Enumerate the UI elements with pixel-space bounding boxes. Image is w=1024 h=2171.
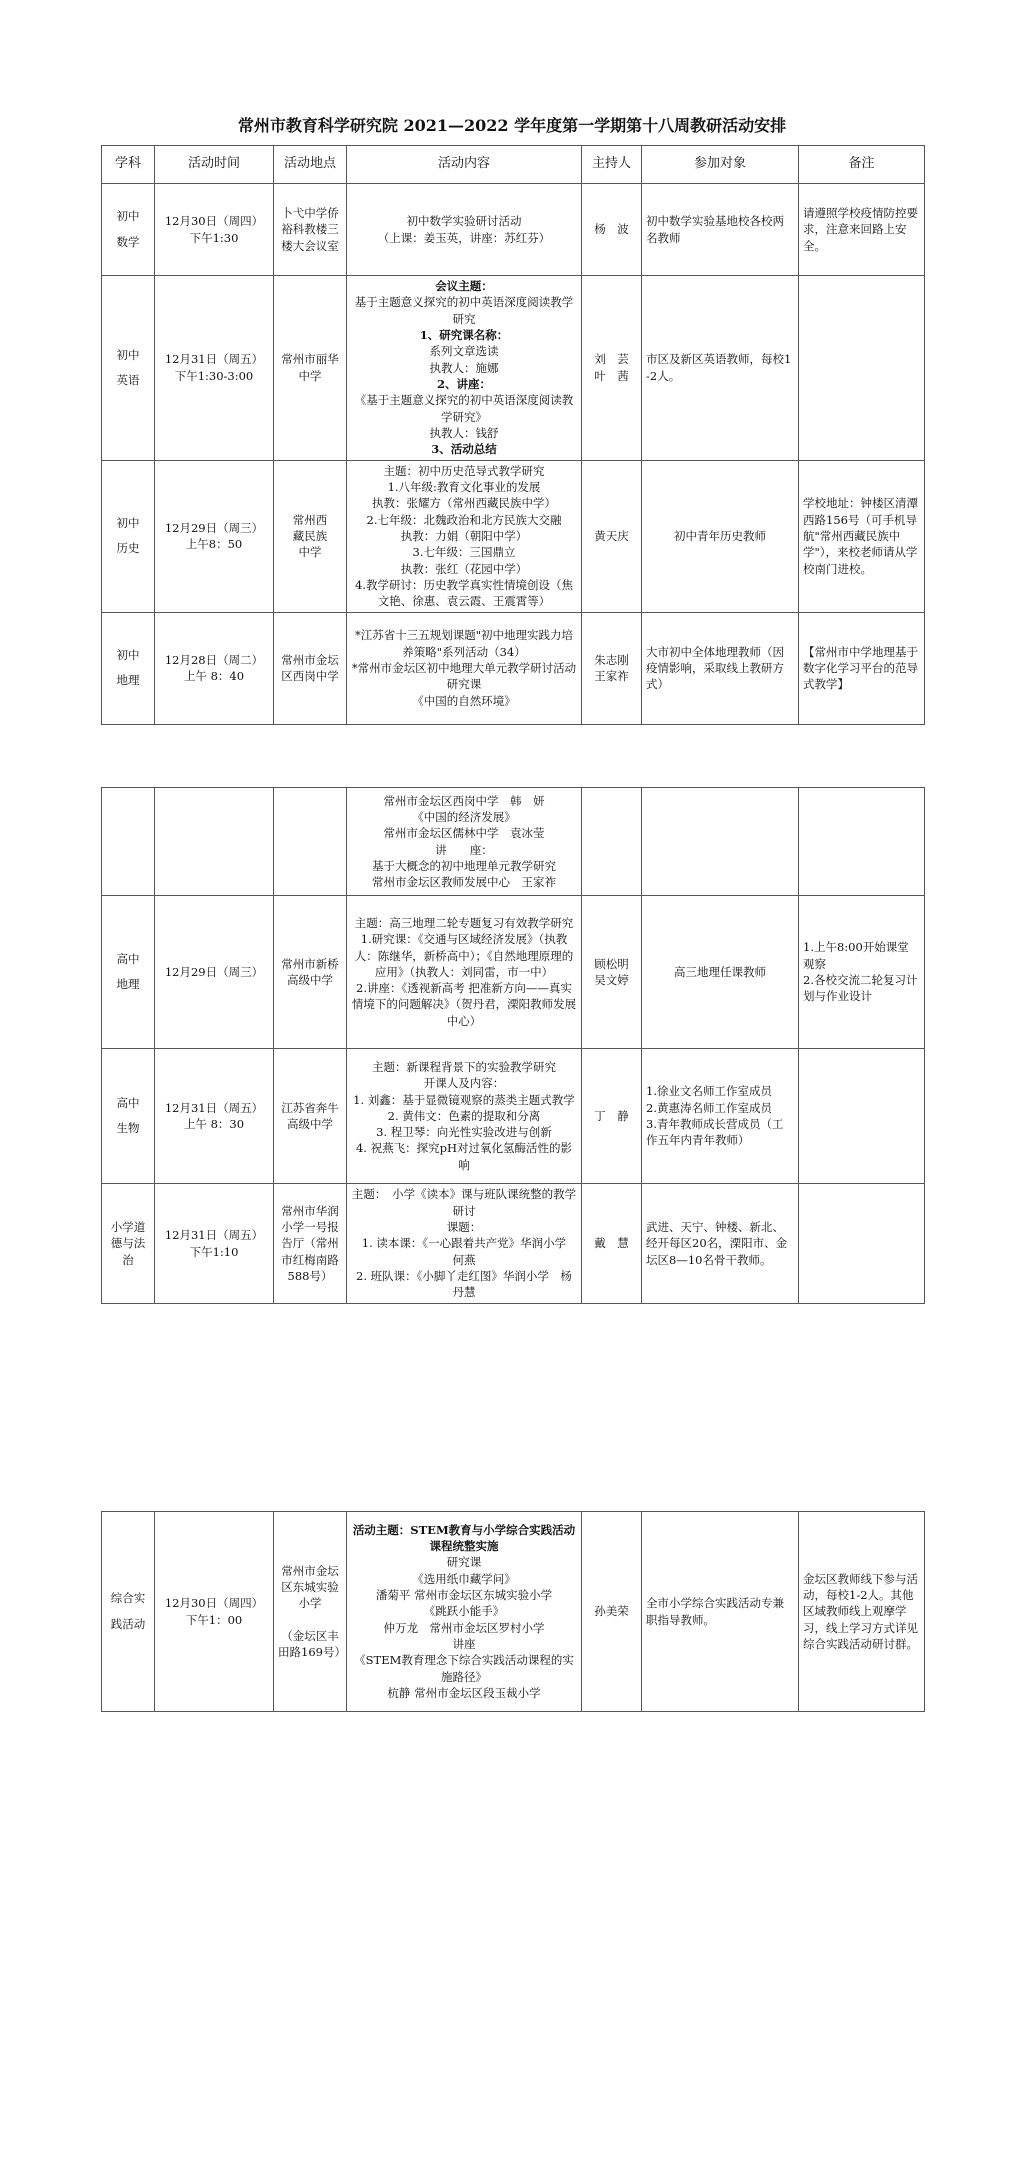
cell-host [582, 612, 642, 724]
cell-time [155, 1512, 274, 1712]
cell-line: 《基于主题意义探究的初中英语深度阅读教学研究》 [354, 393, 574, 424]
cell-host [582, 896, 642, 1049]
cell-line: 田路169号） [278, 1645, 346, 1660]
cell-line: 常州市新桥 [281, 956, 339, 971]
cell-content [347, 184, 582, 276]
cell-line: 叶 茜 [594, 368, 629, 383]
cell-line: 小学 [298, 1596, 322, 1611]
cell-line: 高中 [116, 951, 140, 966]
cell-host [582, 460, 642, 612]
cell-line: 数学 [116, 234, 140, 249]
cell-line: 3.青年教师成长营成员（工作五年内青年教师） [646, 1117, 784, 1148]
cell-line: 藏民族 [292, 528, 328, 543]
cell-line: 大市初中全体地理教师（因疫情影响，采取线上教研方式） [646, 644, 784, 692]
cell-line: 下午1:30-3:00 [174, 368, 254, 383]
cell-line: *江苏省十三五规划课题"初中地理实践力培养策略"系列活动（34） [354, 628, 574, 659]
cell-line: （金坛区丰 [281, 1628, 339, 1643]
cell-host [582, 1049, 642, 1184]
cell-line: 常州市金坛区教师发展中心 王家祚 [372, 875, 556, 890]
header-content: 活动内容 [347, 146, 582, 184]
cell-line: 常州市金坛 [281, 1563, 339, 1578]
cell-place [274, 612, 347, 724]
cell-time [155, 184, 274, 276]
cell-line: 金坛区教师线下参与活动，每校1-2人。其他区域教师线上观摩学习，线上学习方式详见综合实践活动研讨群。 [803, 1571, 918, 1651]
cell-line: 【常州市中学地理基于数字化学习平台的范导式教学】 [803, 644, 918, 692]
cell-line: 执教人：钱舒 [429, 425, 499, 440]
cell-line: 研究课 [446, 677, 482, 692]
cell-place [274, 1049, 347, 1184]
cell-line: 生物 [116, 1121, 140, 1135]
cell-line: 区西岗中学 [281, 669, 339, 684]
cell-line: 主题：初中历史范导式教学研究 [383, 463, 545, 478]
cell-line: 1.研究课：《交通与区域经济发展》（执教人：陈继华，新桥高中）；《自然地理原理的应用》（执教人：刘同雷，市一中） [354, 932, 574, 979]
cell-line: 小学道 [110, 1220, 146, 1234]
cell-line: 告厅（常州 [281, 1236, 339, 1251]
cell-note [799, 1049, 925, 1184]
table-row [102, 276, 925, 461]
cell-time [155, 1049, 274, 1184]
cell-note [799, 184, 925, 276]
cell-line: 1、研究课名称： [419, 327, 509, 342]
cell-line: 下午1:10 [189, 1244, 239, 1259]
cell-line: 主题：高三地理二轮专题复习有效教学研究 [354, 915, 574, 930]
cell-line: 常州市华润 [281, 1203, 339, 1218]
schedule-table-part-3 [101, 1511, 925, 1712]
cell-line: 初中青年历史教师 [674, 528, 766, 543]
cell-line: 执教：张耀方（常州西藏民族中学） [372, 496, 556, 511]
cell-line: 《选用纸巾藏学问》 [412, 1571, 516, 1586]
cell-note [799, 1184, 925, 1304]
cell-line: 初中数学实验研讨活动 [406, 214, 522, 229]
cell-subject [102, 1049, 155, 1184]
cell-line: 12月31日（周五） [164, 352, 264, 367]
cell-content [347, 1049, 582, 1184]
cell-place [274, 1512, 347, 1712]
header-participants: 参加对象 [642, 146, 799, 184]
cell-line: 《中国的自然环境》 [412, 693, 516, 708]
cell-line: 裕科教楼三 [281, 222, 339, 237]
cell-line: 市红梅南路 [281, 1252, 339, 1267]
cell-line: 12月30日（周四） [164, 214, 264, 229]
cell-line: 杨 波 [594, 222, 629, 237]
cell-line: 中学 [298, 545, 322, 560]
cell-line: 江苏省奔牛 [281, 1100, 339, 1115]
cell-line: 12月30日（周四） [164, 1596, 264, 1611]
cell-subject [102, 1184, 155, 1304]
cell-line: 上午 8：30 [183, 1117, 245, 1131]
cell-line: 德与法 [110, 1236, 146, 1251]
cell-subject [102, 1512, 155, 1712]
cell-line: 历史 [116, 541, 140, 556]
cell-subject [102, 276, 155, 461]
cell-host [582, 1512, 642, 1712]
cell-line: 综合实 [110, 1591, 146, 1606]
cell-subject [102, 788, 155, 896]
header-row [102, 146, 925, 184]
cell-line: 2. 班队课：《小脚丫走红图》华润小学 杨丹慧 [356, 1268, 572, 1300]
cell-line: 课题： [446, 1220, 482, 1234]
cell-line: 活动主题：STEM教育与小学综合实践活动课程统整实施 [352, 1522, 576, 1554]
cell-line: 戴 慧 [594, 1236, 629, 1251]
cell-line: 4.教学研讨：历史教学真实性情境创设（焦文艳、徐惠、袁云霞、王震霄等） [355, 577, 573, 609]
cell-line: 讲座 [452, 1636, 476, 1651]
cell-line: 高中 [116, 1095, 140, 1110]
cell-place [274, 896, 347, 1049]
cell-subject [102, 612, 155, 724]
cell-line: 12月31日（周五） [164, 1100, 264, 1115]
cell-line: 治 [122, 1252, 134, 1267]
cell-content [347, 1512, 582, 1712]
cell-line: 2.七年级：北魏政治和北方民族大交融 [366, 512, 562, 527]
cell-line: 588号） [287, 1268, 333, 1283]
cell-time [155, 1184, 274, 1304]
cell-line: 3.七年级：三国鼎立 [412, 545, 516, 560]
cell-content [347, 460, 582, 612]
cell-line: 学校地址：钟楼区清潭西路156号（可手机导航"常州西藏民族中学"），来校老师请从学校南门进校。 [803, 496, 918, 576]
cell-place [274, 460, 347, 612]
cell-line: 市区及新区英语教师，每校1-2人。 [646, 352, 792, 383]
cell-line: 全市小学综合实践活动专兼职指导教师。 [646, 1596, 784, 1627]
cell-line: 开课人及内容： [423, 1076, 505, 1091]
cell-line: 常州市金坛区西岗中学 韩 妍 [383, 793, 545, 808]
cell-line: 《STEM教育理念下综合实践活动课程的实施路径》 [354, 1653, 574, 1684]
table-row [102, 460, 925, 612]
cell-line: 初中数学实验基地校各校两名教师 [646, 214, 784, 245]
cell-line: 《跳跃小能手》 [423, 1604, 505, 1619]
cell-participants [642, 612, 799, 724]
cell-line: 顾松明 [594, 956, 629, 971]
cell-time [155, 612, 274, 724]
cell-line: 2. 黄伟文：色素的提取和分离 [387, 1108, 541, 1123]
cell-host [582, 184, 642, 276]
cell-line [278, 1612, 342, 1628]
cell-participants [642, 276, 799, 461]
table-row [102, 1184, 925, 1304]
cell-line: 丁 静 [594, 1108, 629, 1123]
cell-line: 朱志刚 [594, 652, 629, 667]
cell-line: 地理 [116, 673, 140, 688]
cell-note [799, 1512, 925, 1712]
cell-line: 2.讲座：《透视新高考 把准新方向——真实情境下的问题解决》（贺丹君，溧阳教师发展中心） [351, 981, 577, 1028]
table-row [102, 896, 925, 1049]
cell-content [347, 276, 582, 461]
cell-note [799, 612, 925, 724]
schedule-table-part-1 [101, 145, 925, 725]
cell-line: 1. 刘鑫：基于显微镜观察的蒸类主题式教学 [353, 1092, 575, 1107]
cell-line: 3、活动总结 [431, 442, 497, 457]
cell-content [347, 1184, 582, 1304]
cell-content [347, 612, 582, 724]
cell-participants [642, 1049, 799, 1184]
cell-time [155, 276, 274, 461]
cell-place [274, 276, 347, 461]
cell-line: 基于大概念的初中地理单元教学研究 [372, 858, 556, 873]
cell-line: 初中 [116, 647, 140, 662]
cell-line: 12月28日（周二） [164, 652, 264, 667]
cell-line: 常州市金坛 [281, 652, 339, 667]
cell-line: 主题： 小学《读本》课与班队课统整的教学研讨 [351, 1187, 577, 1218]
table-row [102, 612, 925, 724]
cell-line: 1.徐业文名师工作室成员 [646, 1084, 772, 1099]
table-row [102, 1049, 925, 1184]
cell-line: 2、讲座： [436, 376, 491, 391]
cell-participants [642, 460, 799, 612]
cell-content [347, 788, 582, 896]
cell-line: （上课：姜玉英，讲座：苏红芬） [377, 230, 551, 245]
table-row [102, 1512, 925, 1712]
cell-line: 高三地理任课教师 [674, 964, 766, 979]
cell-line: 会议主题： [435, 279, 493, 293]
cell-note [799, 788, 925, 896]
cell-line: 研究课 [446, 1555, 482, 1570]
cell-time [155, 788, 274, 896]
cell-participants [642, 896, 799, 1049]
cell-line: 3. 程卫琴：向光性实验改进与创新 [376, 1125, 552, 1140]
cell-line: 武进、天宁、钟楼、新北、经开每区20名，溧阳市、金坛区8—10名骨干教师。 [646, 1220, 788, 1267]
cell-line: 常州西 [292, 512, 328, 527]
cell-line: 2.各校交流二轮复习计划与作业设计 [803, 973, 918, 1004]
cell-place [274, 1184, 347, 1304]
header-place: 活动地点 [274, 146, 347, 184]
cell-line: 高级中学 [287, 973, 333, 987]
cell-host [582, 788, 642, 896]
cell-line: 1.上午8:00开始课堂观察 [803, 940, 909, 971]
cell-line: 杭静 常州市金坛区段玉裁小学 [387, 1685, 541, 1700]
cell-subject [102, 460, 155, 612]
cell-line: 英语 [116, 372, 140, 387]
cell-line: 12月29日（周三） [164, 520, 264, 535]
cell-line: 常州市金坛区儒林中学 袁冰莹 [383, 826, 545, 841]
cell-participants [642, 1184, 799, 1304]
cell-participants [642, 1512, 799, 1712]
cell-line: 系列文章选读 [429, 344, 499, 359]
cell-line: 执教：力娟（朝阳中学） [400, 528, 528, 543]
cell-host [582, 1184, 642, 1304]
cell-line: 上午 8：40 [183, 669, 245, 684]
cell-place [274, 788, 347, 896]
cell-note [799, 896, 925, 1049]
cell-line: 上午8：50 [185, 537, 243, 552]
cell-line: 初中 [116, 209, 140, 224]
cell-line: 讲 座： [435, 842, 493, 857]
cell-participants [642, 788, 799, 896]
cell-time [155, 896, 274, 1049]
cell-subject [102, 184, 155, 276]
cell-line: 吴文婷 [594, 973, 629, 987]
cell-line: 孙美荣 [594, 1604, 629, 1619]
cell-line: 1.八年级:教育文化事业的发展 [387, 479, 541, 494]
cell-line: 12月29日（周三） [164, 964, 264, 979]
cell-line: 中学 [298, 368, 322, 383]
cell-note [799, 276, 925, 461]
header-time: 活动时间 [155, 146, 274, 184]
cell-line: 践活动 [110, 1616, 146, 1631]
cell-line: 请遵照学校疫情防控要求，注意来回路上安全。 [803, 206, 918, 253]
cell-line: 常州市丽华 [281, 352, 339, 367]
cell-line: 主题：新课程背景下的实验教学研究 [372, 1059, 556, 1074]
schedule-table-part-2 [101, 787, 925, 1304]
cell-time [155, 460, 274, 612]
header-note: 备注 [799, 146, 925, 184]
cell-line: 《中国的经济发展》 [412, 809, 516, 824]
cell-line: 1. 读本课：《一心跟着共产党》华润小学 何燕 [361, 1236, 578, 1267]
cell-content [347, 896, 582, 1049]
table-row [102, 788, 925, 896]
cell-participants [642, 184, 799, 276]
cell-line: 基于主题意义探究的初中英语深度阅读教学研究 [354, 295, 574, 326]
cell-line: 初中 [116, 515, 140, 530]
header-subject: 学科 [102, 146, 155, 184]
cell-line: *常州市金坛区初中地理大单元教学研讨活动 [351, 660, 577, 675]
cell-line: 12月31日（周五） [164, 1228, 264, 1243]
cell-line: 地理 [116, 977, 140, 991]
cell-line: 高级中学 [287, 1117, 333, 1131]
cell-line: 潘菊平 常州市金坛区东城实验小学 [375, 1588, 553, 1602]
cell-line: 刘 芸 [594, 352, 629, 367]
header-host: 主持人 [582, 146, 642, 184]
cell-line: 黄天庆 [594, 528, 629, 543]
cell-line: 区东城实验 [281, 1579, 339, 1594]
cell-line: 执教：张红（花园中学） [400, 561, 528, 576]
cell-host [582, 276, 642, 461]
page-title: 常州市教育科学研究院 2021—2022 学年度第一学期第十八周教研活动安排 [237, 116, 787, 135]
cell-subject [102, 896, 155, 1049]
cell-line: 下午1：00 [185, 1612, 243, 1627]
table-row [102, 184, 925, 276]
cell-line: 王家祚 [594, 669, 629, 684]
cell-line: 仲万龙 常州市金坛区罗村小学 [383, 1620, 545, 1635]
cell-line: 卜弋中学侨 [281, 206, 339, 220]
cell-line: 2.黄惠涛名师工作室成员 [646, 1100, 772, 1115]
cell-line: 下午1:30 [189, 230, 239, 245]
cell-line: 执教人：施娜 [429, 360, 499, 375]
cell-note [799, 460, 925, 612]
cell-line: 初中 [116, 347, 140, 362]
cell-line: 4. 祝燕飞：探究pH对过氧化氢酶活性的影响 [355, 1141, 573, 1172]
cell-line: 楼大会议室 [281, 238, 339, 253]
cell-place [274, 184, 347, 276]
cell-line: 小学一号报 [281, 1220, 339, 1234]
